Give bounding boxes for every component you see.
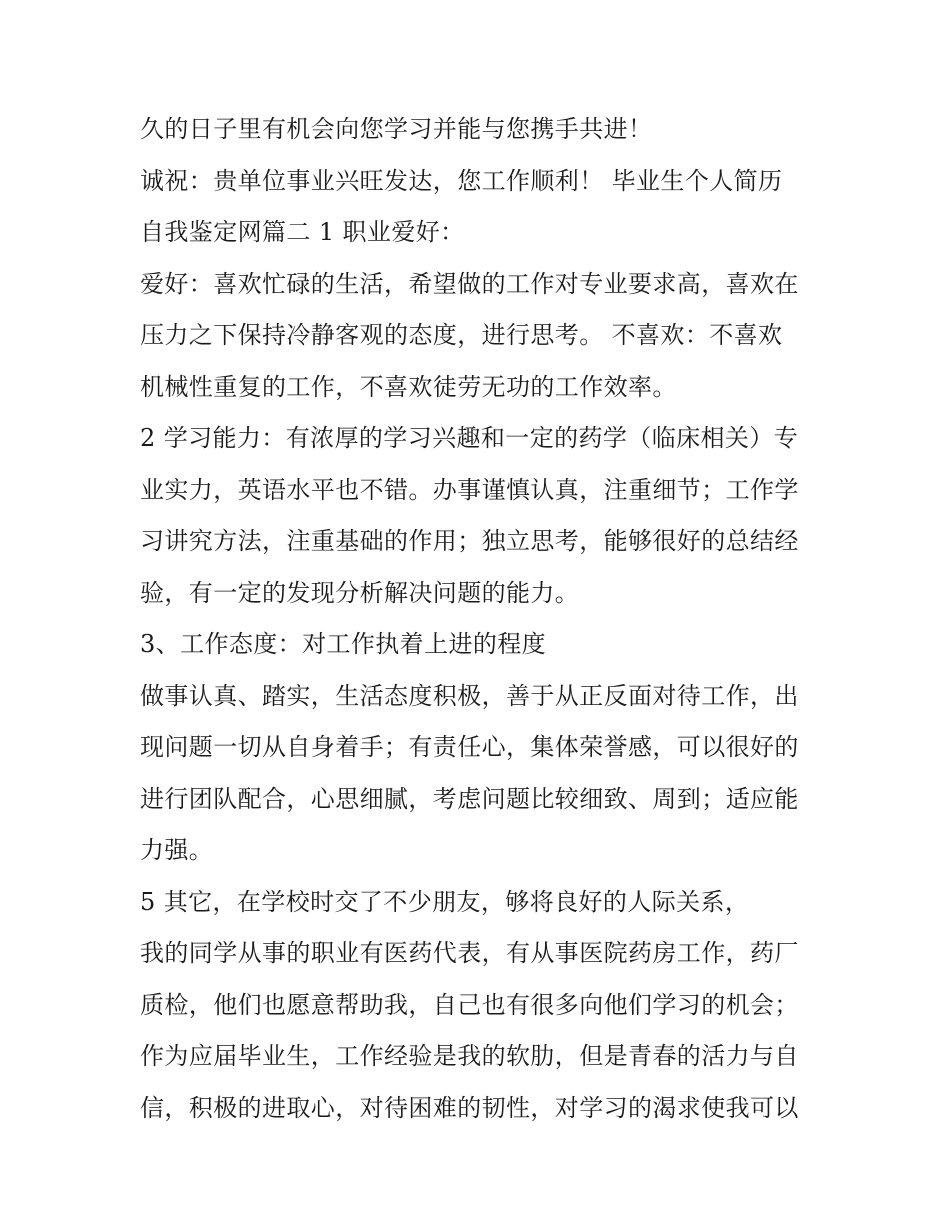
text-line: 质检，他们也愿意帮助我，自己也有很多向他们学习的机会； — [140, 990, 799, 1019]
text-line: 做事认真、踏实，生活态度积极，善于从正反面对待工作，出 — [140, 681, 799, 710]
text-line: 验，有一定的发现分析解决问题的能力。 — [140, 578, 580, 607]
text-line: 2 学习能力：有浓厚的学习兴趣和一定的药学（临床相关）专 — [140, 424, 799, 452]
text-line: 3、工作态度：对工作执着上进的程度 — [140, 630, 547, 658]
text-line: 5 其它，在学校时交了不少朋友，够将良好的人际关系， — [140, 887, 750, 916]
text-line: 压力之下保持冷静客观的态度，进行思考。 不喜欢：不喜欢 — [140, 321, 783, 349]
text-line: 久的日子里有机会向您学习并能与您携手共进！ — [140, 115, 653, 143]
text-line: 机械性重复的工作，不喜欢徒劳无功的工作效率。 — [140, 372, 677, 401]
text-line: 诚祝：贵单位事业兴旺发达，您工作顺利！ 毕业生个人简历 — [140, 166, 783, 195]
text-line: 自我鉴定网篇二 1 职业爱好： — [140, 218, 465, 246]
text-line: 力强。 — [140, 836, 214, 864]
text-line: 现问题一切从自身着手；有责任心，集体荣誉感，可以很好的 — [140, 733, 799, 761]
text-line: 爱好：喜欢忙碌的生活，希望做的工作对专业要求高，喜欢在 — [140, 269, 799, 298]
text-line: 作为应届毕业生，工作经验是我的软肋，但是青春的活力与自 — [140, 1042, 799, 1070]
text-line: 习讲究方法，注重基础的作用；独立思考，能够很好的总结经 — [140, 527, 799, 555]
text-line: 进行团队配合，心思细腻，考虑问题比较细致、周到；适应能 — [140, 784, 799, 813]
document-body — [140, 104, 820, 1134]
text-line: 业实力，英语水平也不错。办事谨慎认真，注重细节；工作学 — [140, 475, 799, 504]
text-line: 我的同学从事的职业有医药代表，有从事医院药房工作，药厂 — [140, 939, 799, 967]
text-line: 信，积极的进取心，对待困难的韧性，对学习的渴求使我可以 — [140, 1093, 799, 1122]
